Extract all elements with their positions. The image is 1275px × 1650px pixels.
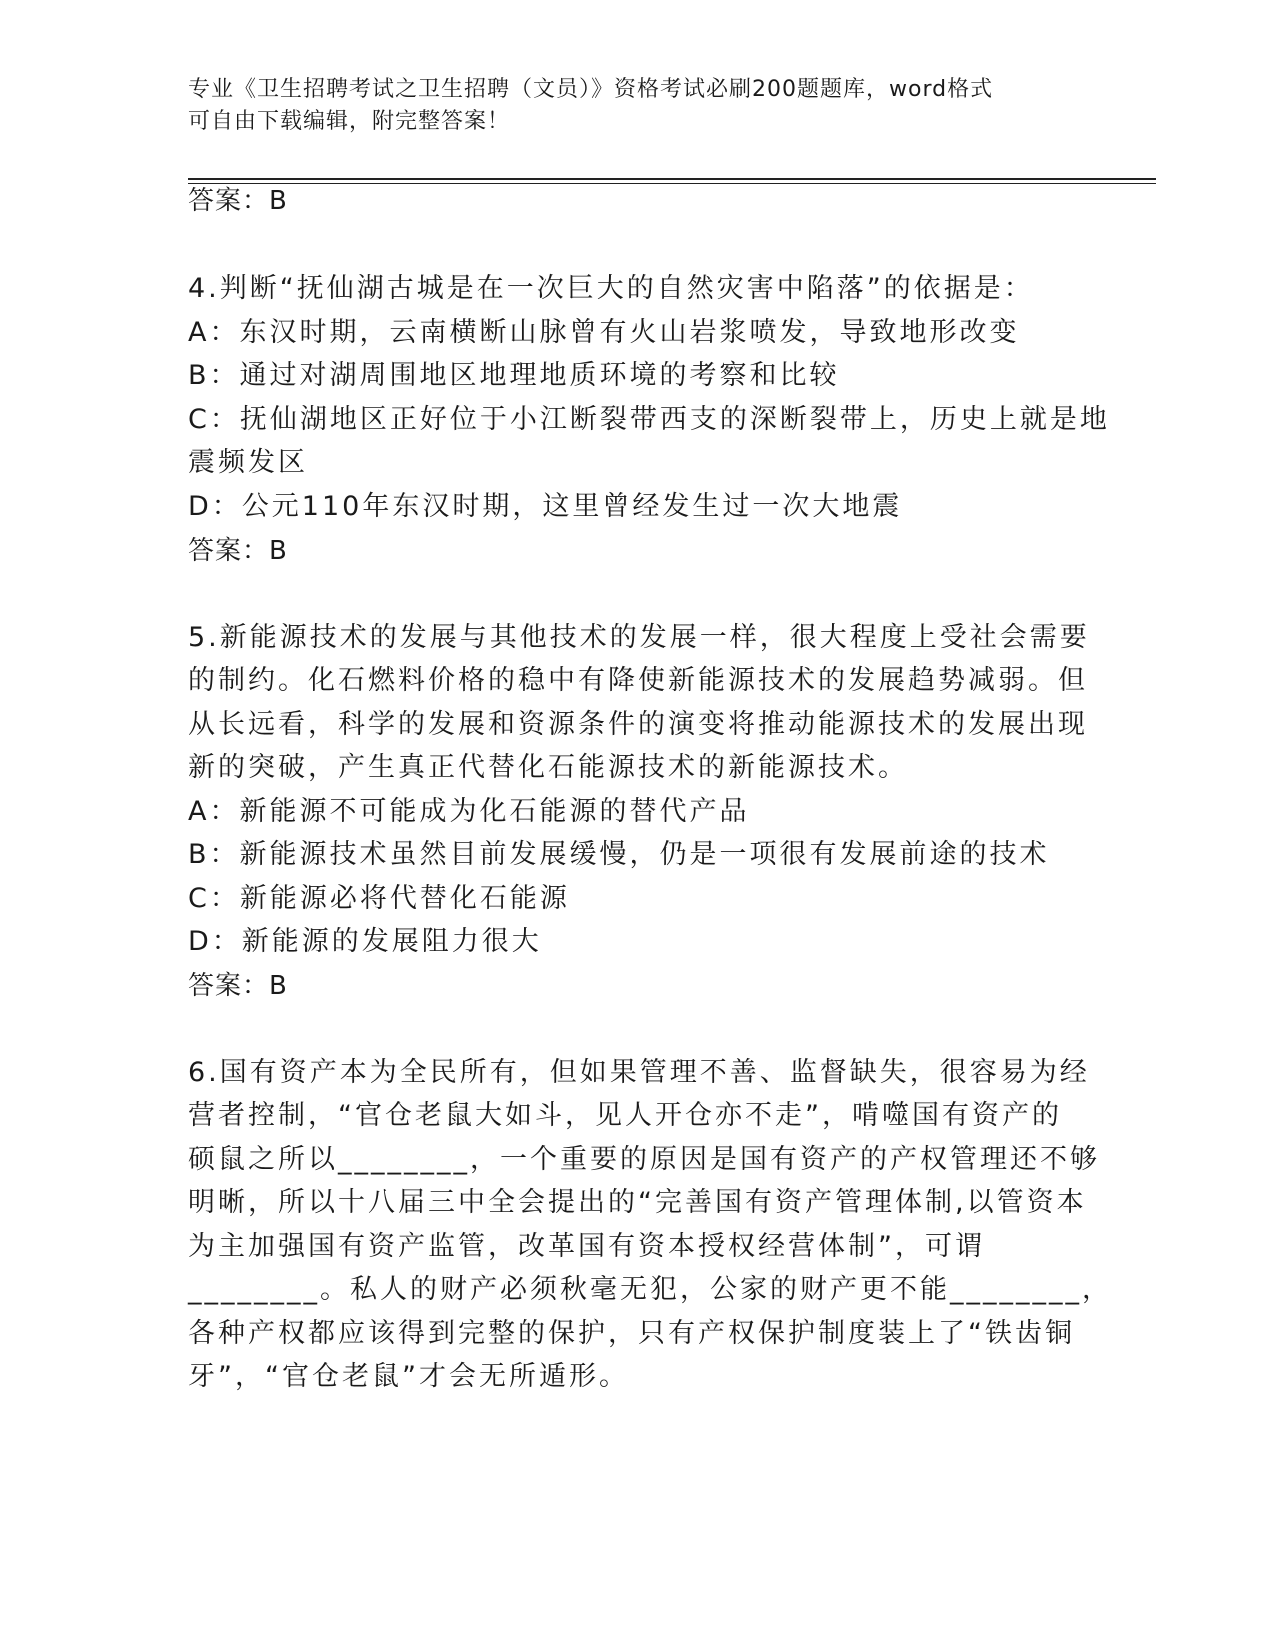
q5-stem-line-3: 从长远看，科学的发展和资源条件的演变将推动能源技术的发展出现 xyxy=(188,709,1088,740)
q5-option-a: A：新能源不可能成为化石能源的替代产品 xyxy=(188,796,750,827)
q4-stem: 4.判断“抚仙湖古城是在一次巨大的自然灾害中陷落”的依据是： xyxy=(188,273,1034,304)
header-rule-thick xyxy=(188,178,1156,180)
q4-option-a: A：东汉时期，云南横断山脉曾有火山岩浆喷发，导致地形改变 xyxy=(188,317,1020,348)
q6-stem-line-2: 营者控制，“官仓老鼠大如斗，见人开仓亦不走”，啃噬国有资产的 xyxy=(188,1100,1062,1131)
header-line-2: 可自由下载编辑，附完整答案！ xyxy=(188,109,511,134)
q6-stem-line-5: 为主加强国有资产监管，改革国有资本授权经营体制”，可谓 xyxy=(188,1231,985,1262)
header-line-1: 专业《卫生招聘考试之卫生招聘（文员）》资格考试必刷200题题库，word格式 xyxy=(188,77,994,102)
q6-stem-line-3: 硕鼠之所以________，一个重要的原因是国有资产的产权管理还不够 xyxy=(188,1144,1100,1175)
q6-stem-line-4: 明晰，所以十八届三中全会提出的“完善国有资产管理体制,以管资本 xyxy=(188,1187,1087,1218)
q5-stem-line-1: 5.新能源技术的发展与其他技术的发展一样，很大程度上受社会需要 xyxy=(188,622,1090,653)
q4-option-c-line-1: C：抚仙湖地区正好位于小江断裂带西支的深断裂带上，历史上就是地 xyxy=(188,404,1110,435)
q4-answer: 答案：B xyxy=(188,536,288,566)
q5-stem-line-4: 新的突破，产生真正代替化石能源技术的新能源技术。 xyxy=(188,752,908,783)
q6-stem-line-8: 牙”，“官仓老鼠”才会无所遁形。 xyxy=(188,1361,629,1392)
q5-answer: 答案：B xyxy=(188,971,288,1001)
header-rule-thin xyxy=(188,183,1156,184)
answer-previous: 答案：B xyxy=(188,186,288,216)
q5-option-c: C：新能源必将代替化石能源 xyxy=(188,883,570,914)
q5-stem-line-2: 的制约。化石燃料价格的稳中有降使新能源技术的发展趋势减弱。但 xyxy=(188,665,1088,696)
q5-option-d: D：新能源的发展阻力很大 xyxy=(188,926,542,957)
q4-option-d: D：公元110年东汉时期，这里曾经发生过一次大地震 xyxy=(188,491,903,522)
q4-option-c-line-2: 震频发区 xyxy=(188,447,308,478)
q4-option-b: B：通过对湖周围地区地理地质环境的考察和比较 xyxy=(188,360,840,391)
q6-stem-line-6: ________。私人的财产必须秋毫无犯，公家的财产更不能________， xyxy=(188,1274,1112,1305)
q6-stem-line-7: 各种产权都应该得到完整的保护，只有产权保护制度装上了“铁齿铜 xyxy=(188,1318,1075,1349)
q5-option-b: B：新能源技术虽然目前发展缓慢，仍是一项很有发展前途的技术 xyxy=(188,839,1050,870)
q6-stem-line-1: 6.国有资产本为全民所有，但如果管理不善、监督缺失，很容易为经 xyxy=(188,1057,1090,1088)
page-header xyxy=(188,74,1088,138)
